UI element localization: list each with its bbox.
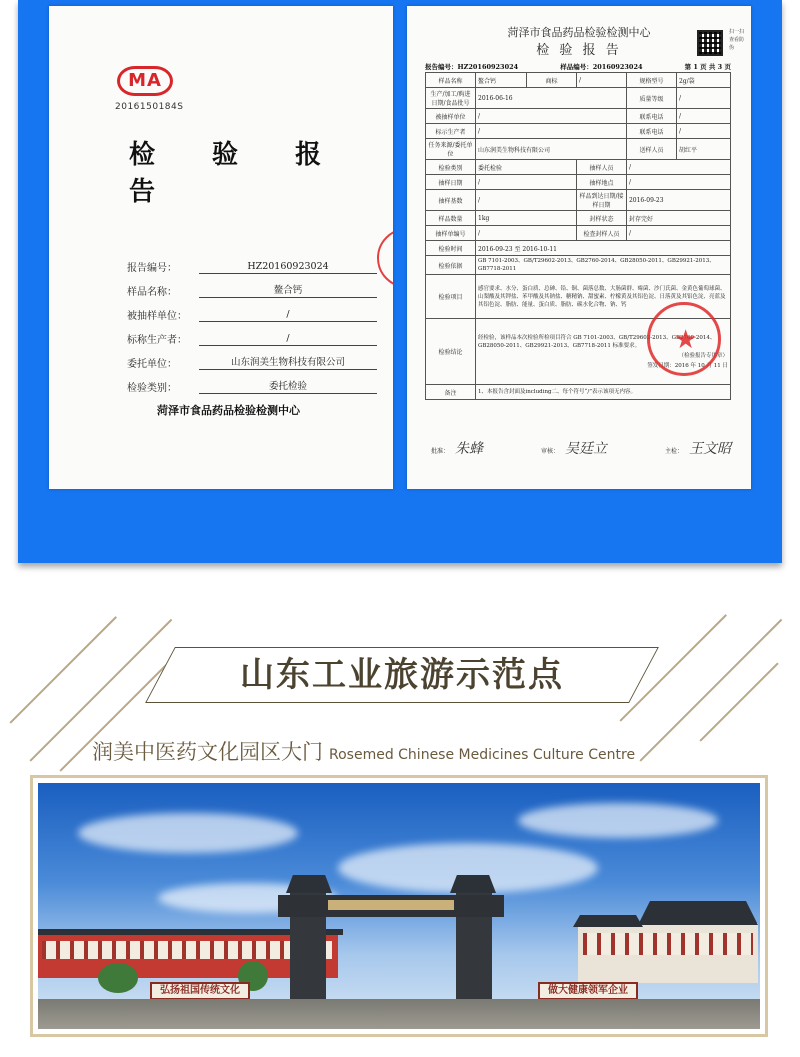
cell-label: 生产/加工/购进日期/食品批号 bbox=[426, 88, 476, 109]
section-subtitle bbox=[92, 736, 635, 766]
cell-label: 抽样基数 bbox=[426, 190, 476, 211]
right-slogan-sign: 做大健康领军企业 bbox=[538, 982, 638, 1000]
cma-number: 2016150184S bbox=[115, 102, 184, 112]
left-slogan-sign: 弘扬祖国传统文化 bbox=[150, 982, 250, 1000]
review-signature bbox=[541, 438, 607, 458]
table-row bbox=[426, 73, 731, 88]
gate-plaque bbox=[328, 900, 454, 910]
review-label: 审核： bbox=[540, 448, 559, 455]
approve-signature bbox=[431, 438, 483, 458]
signatures bbox=[431, 438, 731, 458]
cell-label: 样品到达日期/接样日期 bbox=[576, 190, 626, 211]
cell-value: / bbox=[676, 109, 730, 124]
table-row bbox=[426, 175, 731, 190]
cell-value: 封存完好 bbox=[626, 211, 730, 226]
cell-label: 任务来源/委托单位 bbox=[426, 139, 476, 160]
conclusion-text: 经检验，该样品本次检验所检项目符合 GB 7101-2003、GB/T29602-2013、GB2760-2014、GB28050-2011、GB29921-2013、GB7718-2011 标准要求。 bbox=[478, 334, 716, 349]
cover-row bbox=[127, 322, 377, 346]
cell-label: 联系电话 bbox=[626, 109, 676, 124]
cell-label: 样品名称 bbox=[426, 73, 476, 88]
cell-value: / bbox=[676, 124, 730, 139]
table-row bbox=[426, 139, 731, 160]
tree bbox=[98, 963, 138, 993]
cell-value: 胡红平 bbox=[676, 139, 730, 160]
star-icon: ★ bbox=[674, 325, 698, 355]
approve-label: 批准： bbox=[431, 448, 450, 455]
cloud bbox=[518, 803, 718, 838]
cell-value: 委托检验 bbox=[476, 160, 577, 175]
cover-title: 检 验 报 告 bbox=[129, 140, 346, 207]
official-red-seal bbox=[647, 302, 721, 376]
cma-mark-logo bbox=[117, 66, 173, 96]
cell-value: / bbox=[476, 190, 577, 211]
cover-row bbox=[127, 274, 377, 298]
cover-row-label: 被抽样单位： bbox=[127, 311, 187, 322]
cell-label: 检验类别 bbox=[426, 160, 476, 175]
test-signature bbox=[665, 438, 731, 458]
issue-date: 签发日期：2016 年 10 月 11 日 bbox=[647, 362, 728, 369]
gate-photo bbox=[38, 783, 760, 1029]
cover-row bbox=[127, 346, 377, 370]
seal-stamp-edge bbox=[377, 228, 393, 288]
review-sig: 吴廷立 bbox=[565, 441, 607, 457]
cell-value: GB 7101-2003、GB/T29602-2013、GB2760-2014、GB28050-2011、GB29921-2013、GB7718-2011 bbox=[476, 256, 731, 275]
cell-label: 送样人员 bbox=[626, 139, 676, 160]
approve-sig: 朱蜂 bbox=[455, 441, 484, 457]
cell-label: 样品数量 bbox=[426, 211, 476, 226]
cell-label: 封样状态 bbox=[576, 211, 626, 226]
cell-value: / bbox=[626, 175, 730, 190]
cover-row-label: 报告编号： bbox=[127, 263, 177, 274]
cover-issuer: 菏泽市食品药品检验检测中心 bbox=[157, 404, 300, 417]
cell-label: 抽样地点 bbox=[576, 175, 626, 190]
decor-line bbox=[699, 662, 778, 741]
cover-row bbox=[127, 370, 377, 394]
subtitle-english: Rosemed Chinese Medicines Culture Centre bbox=[329, 747, 636, 763]
test-sig: 王文昭 bbox=[688, 441, 731, 457]
table-row bbox=[426, 385, 731, 400]
page-indicator: 第 1 页 共 3 页 bbox=[684, 63, 731, 71]
cell-value: 2016-09-23 bbox=[626, 190, 730, 211]
cell-label: 检查封样人员 bbox=[576, 226, 626, 241]
cover-row-label: 委托单位： bbox=[127, 359, 177, 370]
report-title: 检 验 报 告 bbox=[536, 43, 622, 58]
cell-value: 2016-09-23 至 2016-10-11 bbox=[476, 241, 731, 256]
table-row bbox=[426, 109, 731, 124]
cell-value: / bbox=[476, 109, 627, 124]
cover-row-value: 山东润美生物科技有限公司 bbox=[199, 354, 377, 370]
cover-row-label: 检验类别： bbox=[127, 383, 177, 394]
table-row bbox=[426, 226, 731, 241]
table-row bbox=[426, 190, 731, 211]
stamp-note: （检验报告专用章） bbox=[678, 352, 728, 359]
cloud bbox=[78, 813, 298, 853]
report-org: 菏泽市食品药品检验检测中心 bbox=[507, 26, 651, 39]
cover-row-value: HZ20160923024 bbox=[199, 261, 377, 274]
cell-value: / bbox=[676, 88, 730, 109]
report-meta bbox=[425, 62, 731, 71]
building-windows bbox=[583, 933, 753, 955]
cover-row-value: / bbox=[199, 333, 377, 346]
ground bbox=[38, 999, 760, 1029]
qr-code-icon bbox=[697, 30, 723, 56]
cell-value: 鳌合钙 bbox=[476, 73, 527, 88]
banner-title: 山东工业旅游示范点 bbox=[240, 655, 564, 695]
report-cover-page bbox=[49, 6, 393, 489]
cell-value: / bbox=[626, 226, 730, 241]
cell-label: 联系电话 bbox=[626, 124, 676, 139]
cover-row-value: 鳌合钙 bbox=[199, 282, 377, 298]
cover-row-value: / bbox=[199, 309, 377, 322]
cell-label: 抽样日期 bbox=[426, 175, 476, 190]
cell-value: 感官要求、水分、蛋白质、总砷、铅、铜、菌落总数、大肠菌群、霉菌、沙门氏菌、金黄色葡萄球菌、山梨酸及其钾盐、苯甲酸及其钠盐、糖精钠、甜蜜素、柠檬黄及其铝色淀、日落黄及其铝色淀、亮蓝及其铝色淀、脂肪、能量、蛋白质、脂肪、碳水化合物、钠、钙 bbox=[476, 275, 731, 319]
cell-value: 1、本报告含封面及including二、每个符号“/”表示该项无内容。 bbox=[476, 385, 731, 400]
cover-row bbox=[127, 298, 377, 322]
cell-label: 检验项目 bbox=[426, 275, 476, 319]
qr-note: 扫一扫查看防伪 bbox=[729, 29, 745, 51]
cell-label: 被抽样单位 bbox=[426, 109, 476, 124]
cell-label: 检验时间 bbox=[426, 241, 476, 256]
cell-label: 规格型号 bbox=[626, 73, 676, 88]
cell-value: / bbox=[476, 226, 577, 241]
sample-number: 样品编号：20160923024 bbox=[560, 63, 643, 71]
building-windows bbox=[42, 941, 332, 959]
cell-value: 1kg bbox=[476, 211, 577, 226]
report-detail-page bbox=[407, 6, 751, 489]
cell-value: / bbox=[626, 160, 730, 175]
cell-value: 2016-06-16 bbox=[476, 88, 627, 109]
report-number: 报告编号：HZ20160923024 bbox=[425, 63, 519, 71]
building-roof bbox=[573, 915, 643, 927]
test-label: 主检： bbox=[664, 448, 683, 455]
cell-label: 抽样单编号 bbox=[426, 226, 476, 241]
cell-label: 检验依据 bbox=[426, 256, 476, 275]
cover-row-label: 样品名称： bbox=[127, 287, 177, 298]
cover-row-value: 委托检验 bbox=[199, 378, 377, 394]
cover-row bbox=[127, 250, 377, 274]
section-banner bbox=[160, 647, 644, 703]
gate-photo-frame bbox=[30, 775, 768, 1037]
table-row bbox=[426, 88, 731, 109]
cell-label: 质量等级 bbox=[626, 88, 676, 109]
table-row bbox=[426, 241, 731, 256]
table-row bbox=[426, 256, 731, 275]
cell-label: 备注 bbox=[426, 385, 476, 400]
cell-label: 抽样人员 bbox=[576, 160, 626, 175]
subtitle-chinese: 润美中医药文化园区大门 bbox=[92, 740, 323, 764]
cell-value: / bbox=[576, 73, 626, 88]
table-row bbox=[426, 124, 731, 139]
cover-row-label: 标称生产者： bbox=[127, 335, 187, 346]
table-row bbox=[426, 160, 731, 175]
building-roof bbox=[638, 901, 758, 925]
cell-label: 标示生产者 bbox=[426, 124, 476, 139]
decor-line bbox=[9, 616, 116, 723]
decor-line bbox=[639, 619, 781, 761]
cell-value: 2g/袋 bbox=[676, 73, 730, 88]
cover-fields bbox=[127, 250, 377, 394]
cell-label: 商标 bbox=[526, 73, 576, 88]
gate-right-tower-roof bbox=[450, 875, 496, 893]
table-row bbox=[426, 211, 731, 226]
cell-label: 检验结论 bbox=[426, 319, 476, 385]
gate-left-tower-roof bbox=[286, 875, 332, 893]
cell-value: / bbox=[476, 175, 577, 190]
cma-mark-text: MA bbox=[128, 70, 162, 91]
cell-value: / bbox=[476, 124, 627, 139]
cell-value: 山东润美生物科技有限公司 bbox=[476, 139, 627, 160]
